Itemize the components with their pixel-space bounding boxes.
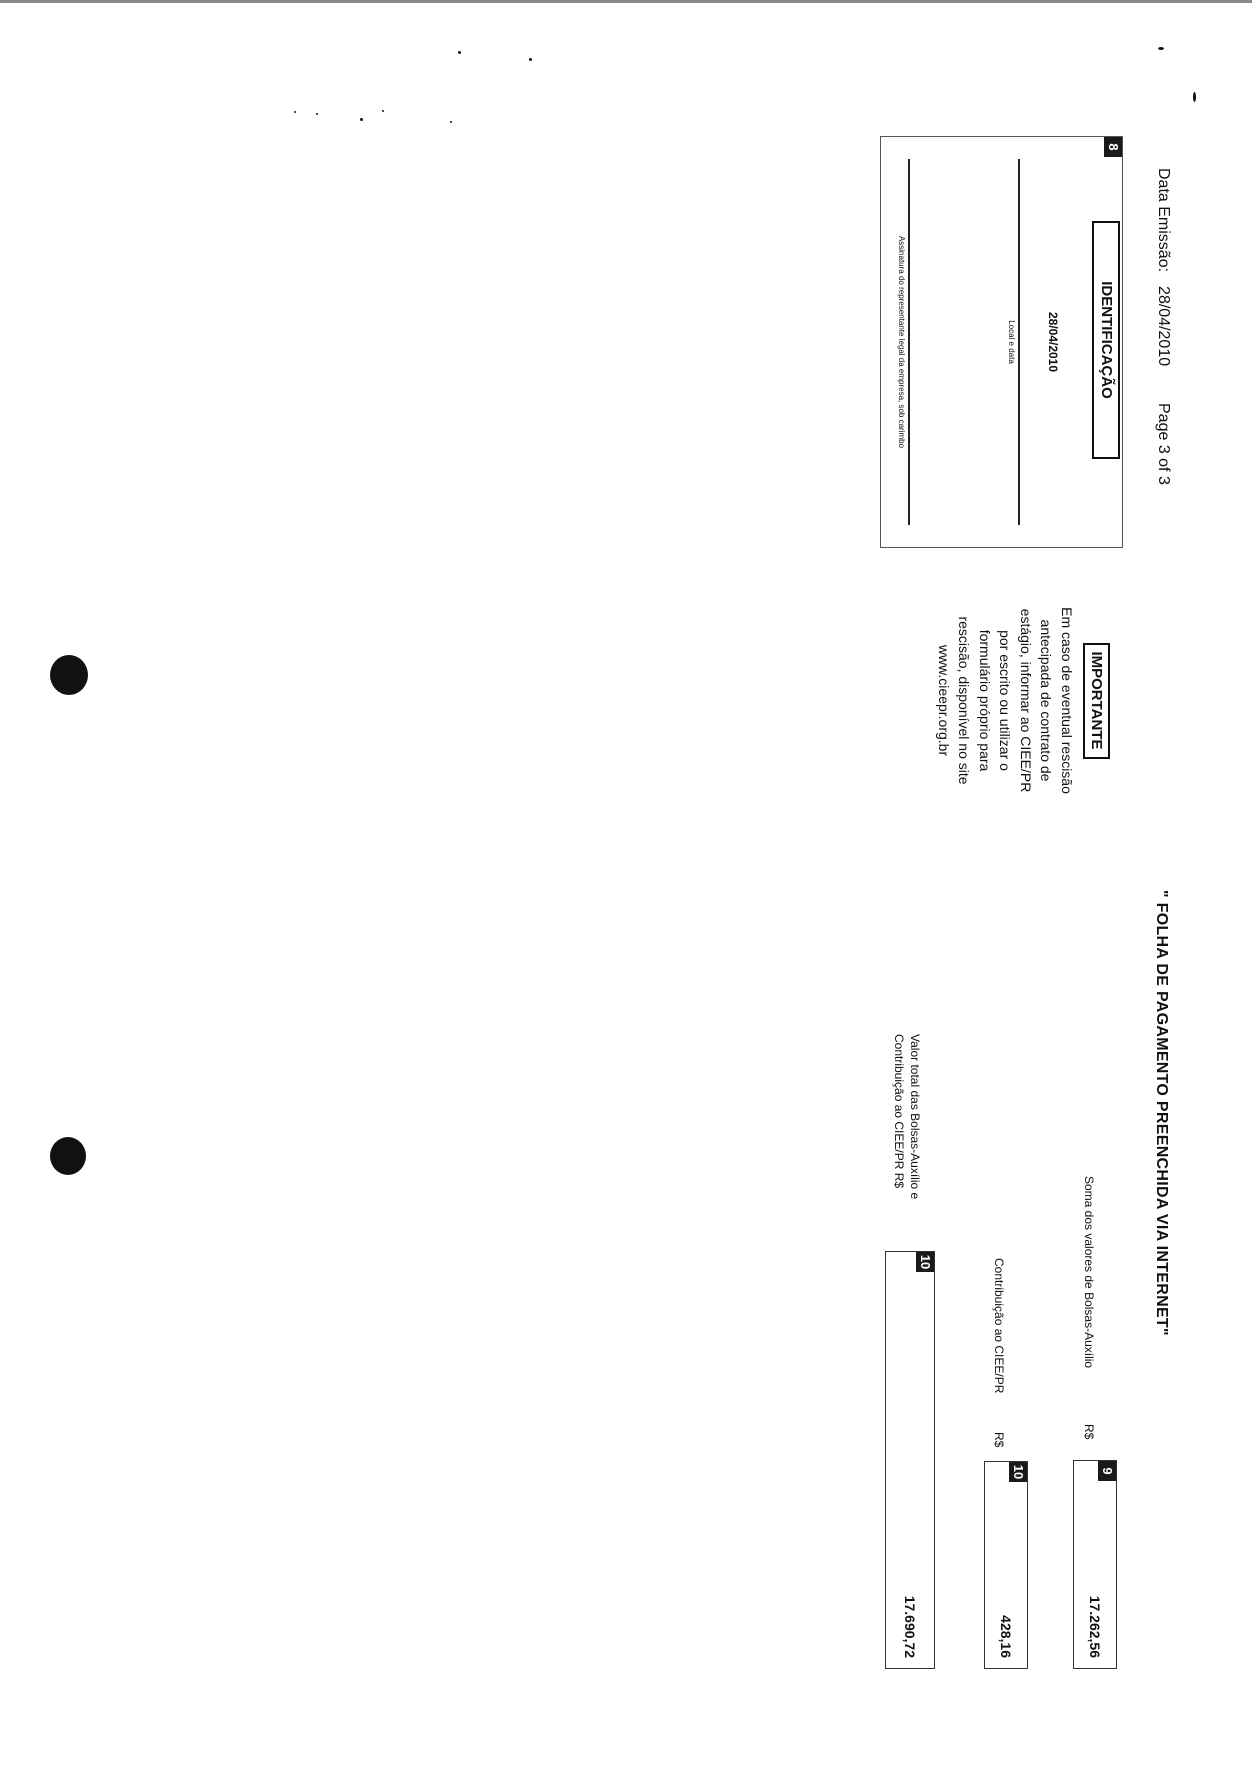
total-value: 17.690,72 [902,1595,918,1658]
importante-notice [934,598,1111,803]
page-edge [0,0,1252,3]
contrib-value: 428,16 [998,1615,1014,1658]
speck [450,121,452,123]
total-label [891,1034,923,1234]
page-info: Page 3 of 3 [1155,403,1172,485]
importante-line: antecipada de contrato de [1038,619,1055,782]
soma-currency: R$ [1082,1424,1096,1440]
total-label-line: Valor total das Bolsas-Auxílio e [908,1034,922,1200]
identification-title: IDENTIFICAÇÃO [1092,221,1120,459]
total-number-badge: 10 [916,1252,934,1272]
contrib-currency: R$ [992,1432,1006,1448]
signature-caption: Assinatura do representante legal da empresa, sob carimbo [897,235,906,449]
speck [360,118,363,121]
punch-hole [50,655,88,695]
emission-date-line [1154,168,1172,366]
speck [316,113,318,115]
speck [294,111,296,113]
speck [1158,47,1164,50]
place-date-caption: Local e data [1007,320,1016,364]
importante-body [934,598,1078,803]
importante-line: estágio, informar ao CIEE/PR [1018,608,1034,793]
soma-number-badge: 9 [1098,1461,1116,1481]
speck [1193,92,1196,102]
soma-label: Soma dos valores de Bolsas-Auxílio [1082,1176,1096,1369]
total-label-line: Contribuição ao CIEE/PR R$ [892,1034,906,1189]
emission-date: 28/04/2010 [1155,286,1172,367]
importante-line: formulário próprio para [977,629,993,772]
identification-date: 28/04/2010 [1046,311,1060,373]
importante-title: IMPORTANTE [1083,643,1110,759]
total-value-box [885,1251,935,1669]
importante-link: www.cieepr.org.br [936,644,952,757]
speck [382,110,384,112]
soma-value: 17.262,56 [1087,1595,1103,1658]
place-date-line [1018,159,1020,525]
speck [458,51,461,54]
punch-hole [50,1137,86,1175]
contrib-label: Contribuição ao CIEE/PR [992,1258,1006,1394]
identification-box [880,136,1123,548]
importante-line: Em caso de eventual rescisão [1059,607,1075,794]
speck [529,58,532,61]
soma-value-box [1073,1460,1117,1669]
emission-label: Data Emissão: [1155,168,1172,273]
signature-line [908,159,910,525]
contrib-value-box [984,1461,1028,1669]
importante-line: rescisão, disponível no site [956,616,973,785]
document-title: " FOLHA DE PAGAMENTO PREENCHIDA VIA INTERNET" [1153,890,1170,1336]
section-number-badge: 8 [1104,137,1122,157]
importante-line: por escrito ou utilizar o [997,630,1014,771]
contrib-number-badge: 10 [1009,1462,1027,1482]
